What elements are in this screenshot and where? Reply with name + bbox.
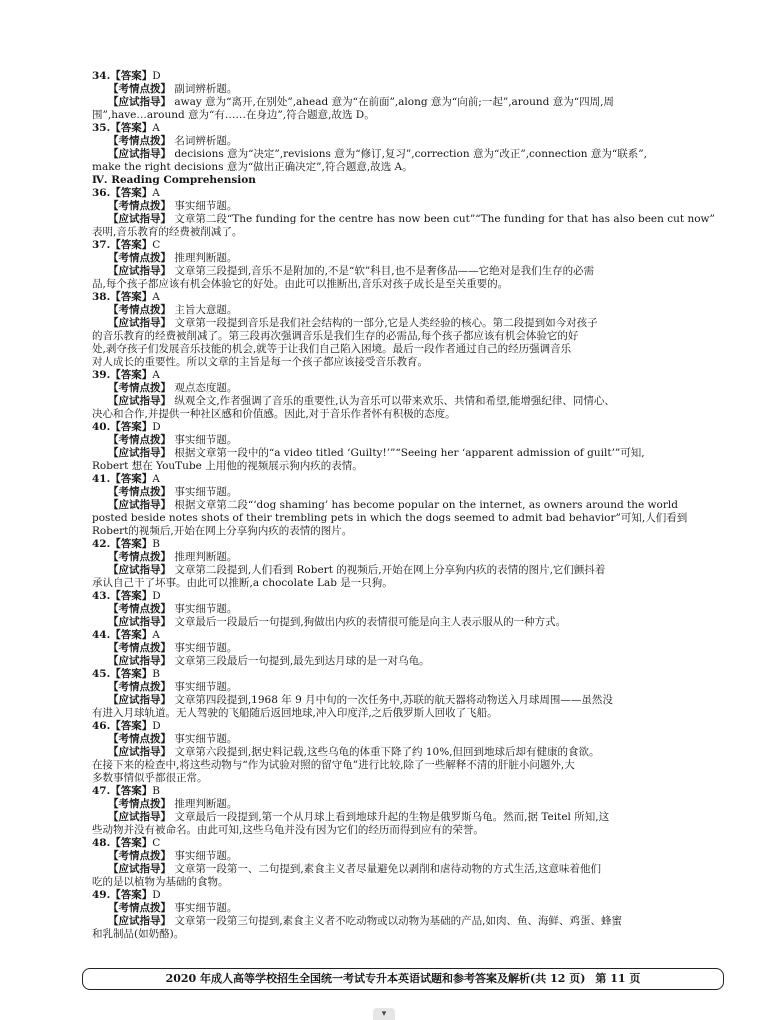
guide-text: 文章第三段最后一句提到,最先到达月球的是一对乌龟。 [171, 655, 430, 667]
guide-line [92, 356, 722, 369]
guide-line [92, 876, 722, 889]
guide-line [92, 148, 722, 161]
answer-label: 【答案】 [110, 369, 153, 381]
answer-line [92, 122, 722, 135]
point-line [92, 200, 722, 213]
guide-label: 【应试指导】 [108, 655, 171, 667]
question-number: 38. [92, 291, 111, 303]
question-number: 39. [92, 369, 111, 381]
guide-label: 【应试指导】 [108, 694, 171, 706]
question-item [92, 369, 722, 421]
answer-line [92, 70, 722, 83]
question-number: 40. [92, 421, 111, 433]
question-number: 43. [92, 590, 111, 602]
guide-text: 吃的是以植物为基础的食物。 [92, 876, 229, 888]
guide-label: 【应试指导】 [108, 395, 171, 407]
guide-label: 【应试指导】 [108, 811, 171, 823]
guide-text: 文章第四段提到,1968 年 9 月中旬的一次任务中,苏联的航天器将动物送入月球周围——虽然没 [171, 694, 613, 706]
point-label: 【考情点拨】 [108, 434, 171, 446]
guide-text: 和乳制品(如奶酪)。 [92, 928, 185, 940]
answer-value: A [152, 122, 160, 134]
answer-line [92, 473, 722, 486]
guide-label: 【应试指导】 [108, 863, 171, 875]
guide-text: 文章第一段第三句提到,素食主义者不吃动物或以动物为基础的产品,如肉、鱼、海鲜、鸡蛋、蜂蜜 [171, 915, 623, 927]
guide-text: Robert 想在 YouTube 上用他的视频展示狗内疚的表情。 [92, 460, 363, 472]
answer-value: D [152, 889, 161, 901]
answer-line [92, 590, 722, 603]
question-item [92, 837, 722, 889]
question-item [92, 187, 722, 239]
point-line [92, 434, 722, 447]
footer-page-number: 第 11 页 [595, 972, 641, 985]
question-number: 34. [92, 70, 111, 82]
answer-line [92, 538, 722, 551]
point-line [92, 304, 722, 317]
point-text: 事实细节题。 [171, 434, 238, 446]
guide-text: 纵观全文,作者强调了音乐的重要性,认为音乐可以带来欢乐、共情和希望,能增强纪律、同情心、 [171, 395, 615, 407]
point-label: 【考情点拨】 [108, 642, 171, 654]
answer-label: 【答案】 [110, 122, 153, 134]
point-label: 【考情点拨】 [108, 551, 171, 563]
point-label: 【考情点拨】 [108, 681, 171, 693]
question-number: 37. [92, 239, 111, 251]
answer-value: A [152, 369, 160, 381]
section-heading: Ⅳ. Reading Comprehension [92, 174, 256, 186]
point-text: 名词辨析题。 [171, 135, 238, 147]
question-item [92, 473, 722, 538]
guide-text: 根据文章第二段“‘dog shaming’ has become popular on the internet, as owners around the world [171, 499, 678, 511]
point-line [92, 603, 722, 616]
guide-text: make the right decisions 意为“做出正确决定”,符合题意,故选 A。 [92, 161, 413, 173]
guide-label: 【应试指导】 [108, 317, 171, 329]
point-line [92, 850, 722, 863]
guide-line [92, 525, 722, 538]
guide-line [92, 499, 722, 512]
question-number: 45. [92, 668, 111, 680]
guide-text: 文章最后一段提到,第一个从月球上看到地球升起的生物是俄罗斯乌龟。然而,据 Teitel 所知,这 [171, 811, 610, 823]
question-item [92, 629, 722, 668]
answer-line [92, 187, 722, 200]
guide-text: decisions 意为“决定”,revisions 意为“修订,复习”,correction 意为“改正”,connection 意为“联系”, [171, 148, 647, 160]
guide-line [92, 564, 722, 577]
answer-label: 【答案】 [110, 785, 153, 797]
guide-text: Robert的视频后,开始在网上分享狗内疚的表情的图片。 [92, 525, 353, 537]
guide-label: 【应试指导】 [108, 746, 171, 758]
guide-label: 【应试指导】 [108, 213, 171, 225]
question-item [92, 668, 722, 720]
guide-text: 围”,have…around 意为“有……在身边”,符合题意,故选 D。 [92, 109, 375, 121]
answer-line [92, 291, 722, 304]
point-label: 【考情点拨】 [108, 252, 171, 264]
point-text: 副词辨析题。 [171, 83, 238, 95]
point-line [92, 135, 722, 148]
guide-line [92, 915, 722, 928]
point-label: 【考情点拨】 [108, 200, 171, 212]
guide-line [92, 278, 722, 291]
answer-value: D [152, 590, 161, 602]
guide-line [92, 343, 722, 356]
guide-label: 【应试指导】 [108, 148, 171, 160]
answer-value: A [152, 187, 160, 199]
guide-text: 文章第六段提到,据史料记载,这些乌龟的体重下降了约 10%,但回到地球后却有健康的食欲。 [171, 746, 600, 758]
guide-text: 决心和合作,并提供一种社区感和价值感。因此,对于音乐作者怀有积极的态度。 [92, 408, 456, 420]
guide-line [92, 616, 722, 629]
guide-line [92, 694, 722, 707]
point-line [92, 382, 722, 395]
guide-label: 【应试指导】 [108, 915, 171, 927]
point-label: 【考情点拨】 [108, 798, 171, 810]
answer-value: C [152, 239, 161, 251]
guide-line [92, 265, 722, 278]
point-line [92, 252, 722, 265]
answer-line [92, 785, 722, 798]
point-text: 事实细节题。 [171, 603, 238, 615]
question-number: 36. [92, 187, 111, 199]
guide-line [92, 577, 722, 590]
guide-line [92, 317, 722, 330]
question-item [92, 590, 722, 629]
guide-text: 文章第三段提到,音乐不是附加的,不是“软”科目,也不是奢侈品——它绝对是我们生存的必需 [171, 265, 595, 277]
guide-text: 些动物并没有被命名。由此可知,这些乌龟并没有因为它们的经历而得到应有的荣誉。 [92, 824, 484, 836]
answer-label: 【答案】 [110, 889, 153, 901]
guide-text: 多数事情似乎都很正常。 [92, 772, 208, 784]
question-item [92, 291, 722, 369]
point-text: 事实细节题。 [171, 681, 238, 693]
guide-text: 文章第一段第一、二句提到,素食主义者尽量避免以剥削和虐待动物的方式生活,这意味着他们 [171, 863, 602, 875]
point-label: 【考情点拨】 [108, 850, 171, 862]
question-number: 47. [92, 785, 111, 797]
point-text: 事实细节题。 [171, 850, 238, 862]
guide-text: away 意为“离开,在别处”,ahead 意为“在前面”,along 意为“向前;一起”,around 意为“四周,周 [171, 96, 614, 108]
guide-text: 有进入月球轨道。无人驾驶的飞船随后返回地球,冲入印度洋,之后俄罗斯人回收了飞船。 [92, 707, 498, 719]
answer-line [92, 668, 722, 681]
answer-line [92, 239, 722, 252]
guide-line [92, 863, 722, 876]
question-number: 42. [92, 538, 111, 550]
guide-line [92, 447, 722, 460]
guide-line [92, 772, 722, 785]
answer-value: A [152, 629, 160, 641]
guide-text: 承认自己干了坏事。由此可以推断,a chocolate Lab 是一只狗。 [92, 577, 393, 589]
point-line [92, 798, 722, 811]
answer-line [92, 421, 722, 434]
question-number: 44. [92, 629, 111, 641]
answer-value: C [152, 837, 161, 849]
answer-label: 【答案】 [110, 70, 153, 82]
question-item [92, 239, 722, 291]
answer-label: 【答案】 [110, 837, 153, 849]
point-line [92, 83, 722, 96]
answer-label: 【答案】 [110, 291, 153, 303]
guide-text: 文章最后一段最后一句提到,狗做出内疚的表情很可能是向主人表示服从的一种方式。 [171, 616, 567, 628]
answer-value: B [152, 538, 160, 550]
point-line [92, 902, 722, 915]
guide-text: 对人成长的重要性。所以文章的主旨是每一个孩子都应该接受音乐教育。 [92, 356, 428, 368]
question-number: 49. [92, 889, 111, 901]
point-text: 事实细节题。 [171, 642, 238, 654]
guide-line [92, 746, 722, 759]
guide-text: 在接下来的检查中,将这些动物与“作为试验对照的留守龟”进行比较,除了一些解释不清的肝脏小问题外,大 [92, 759, 575, 771]
point-line [92, 551, 722, 564]
guide-line [92, 707, 722, 720]
guide-line [92, 759, 722, 772]
question-item [92, 538, 722, 590]
question-number: 48. [92, 837, 111, 849]
guide-label: 【应试指导】 [108, 447, 171, 459]
point-line [92, 681, 722, 694]
point-line [92, 486, 722, 499]
point-text: 推理判断题。 [171, 551, 238, 563]
point-line [92, 733, 722, 746]
guide-text: posted beside notes shots of their trembling pets in which the dogs seemed to admit bad behavior”可知,人们看到 [92, 512, 688, 524]
answer-value: D [152, 421, 161, 433]
answer-value: A [152, 291, 160, 303]
answer-label: 【答案】 [110, 187, 153, 199]
answer-value: B [152, 668, 160, 680]
point-label: 【考情点拨】 [108, 304, 171, 316]
point-text: 事实细节题。 [171, 733, 238, 745]
guide-text: 文章第二段“The funding for the centre has now been cut”“The funding for that has also been cut now” [171, 213, 715, 225]
answer-label: 【答案】 [110, 668, 153, 680]
question-item [92, 421, 722, 473]
point-label: 【考情点拨】 [108, 135, 171, 147]
question-item [92, 785, 722, 837]
point-label: 【考情点拨】 [108, 83, 171, 95]
question-item [92, 889, 722, 941]
answer-label: 【答案】 [110, 538, 153, 550]
point-label: 【考情点拨】 [108, 382, 171, 394]
guide-line [92, 512, 722, 525]
question-item [92, 70, 722, 122]
answer-label: 【答案】 [110, 421, 153, 433]
point-label: 【考情点拨】 [108, 902, 171, 914]
answer-value: A [152, 473, 160, 485]
guide-line [92, 811, 722, 824]
guide-line [92, 161, 722, 174]
answer-line [92, 837, 722, 850]
guide-line [92, 330, 722, 343]
answer-content [92, 70, 722, 941]
point-label: 【考情点拨】 [108, 733, 171, 745]
guide-label: 【应试指导】 [108, 616, 171, 628]
question-number: 41. [92, 473, 111, 485]
answer-value: D [152, 720, 161, 732]
guide-line [92, 824, 722, 837]
question-number: 35. [92, 122, 111, 134]
guide-line [92, 460, 722, 473]
point-text: 推理判断题。 [171, 252, 238, 264]
footer-title: 2020 年成人高等学校招生全国统一考试专升本英语试题和参考答案及解析(共 12 页) [165, 972, 586, 985]
guide-text: 处,剥夺孩子们发展音乐技能的机会,就等于让我们自己陷入困境。最后一段作者通过自己的经历强调音乐 [92, 343, 572, 355]
answer-value: B [152, 785, 160, 797]
guide-text: 文章第二段提到,人们看到 Robert 的视频后,开始在网上分享狗内疚的表情的图片,它们颤抖着 [171, 564, 606, 576]
point-text: 观点态度题。 [171, 382, 238, 394]
guide-text: 表明,音乐教育的经费被削减了。 [92, 226, 243, 238]
question-item [92, 720, 722, 785]
guide-line [92, 226, 722, 239]
answer-label: 【答案】 [110, 473, 153, 485]
guide-line [92, 109, 722, 122]
guide-line [92, 408, 722, 421]
point-label: 【考情点拨】 [108, 486, 171, 498]
guide-line [92, 655, 722, 668]
question-number: 46. [92, 720, 111, 732]
answer-label: 【答案】 [110, 720, 153, 732]
answer-label: 【答案】 [110, 590, 153, 602]
guide-text: 的音乐教育的经费被削减了。第三段再次强调音乐是我们生存的必需品,每个孩子都应该有机会体验它的好 [92, 330, 579, 342]
point-text: 事实细节题。 [171, 486, 238, 498]
answer-label: 【答案】 [110, 239, 153, 251]
point-label: 【考情点拨】 [108, 603, 171, 615]
point-text: 事实细节题。 [171, 200, 238, 212]
answer-line [92, 720, 722, 733]
answer-line [92, 889, 722, 902]
point-line [92, 642, 722, 655]
question-item [92, 122, 722, 174]
point-text: 推理判断题。 [171, 798, 238, 810]
guide-line [92, 213, 722, 226]
guide-text: 品,每个孩子都应该有机会体验它的好处。由此可以推断出,音乐对孩子成长是至关重要的。 [92, 278, 509, 290]
point-text: 主旨大意题。 [171, 304, 238, 316]
guide-label: 【应试指导】 [108, 265, 171, 277]
answer-value: D [152, 70, 161, 82]
guide-line [92, 395, 722, 408]
answer-line [92, 369, 722, 382]
guide-text: 根据文章第一段中的“a video titled ‘Guilty!’”“Seeing her ‘apparent admission of guilt’”可知, [171, 447, 645, 459]
guide-line [92, 928, 722, 941]
guide-label: 【应试指导】 [108, 564, 171, 576]
page-footer [82, 968, 724, 990]
guide-text: 文章第一段提到音乐是我们社会结构的一部分,它是人类经验的核心。第二段提到如今对孩子 [171, 317, 598, 329]
guide-label: 【应试指导】 [108, 499, 171, 511]
point-text: 事实细节题。 [171, 902, 238, 914]
guide-label: 【应试指导】 [108, 96, 171, 108]
answer-line [92, 629, 722, 642]
page-tab-indicator[interactable]: ▾ [373, 1008, 395, 1020]
guide-line [92, 96, 722, 109]
answer-label: 【答案】 [110, 629, 153, 641]
